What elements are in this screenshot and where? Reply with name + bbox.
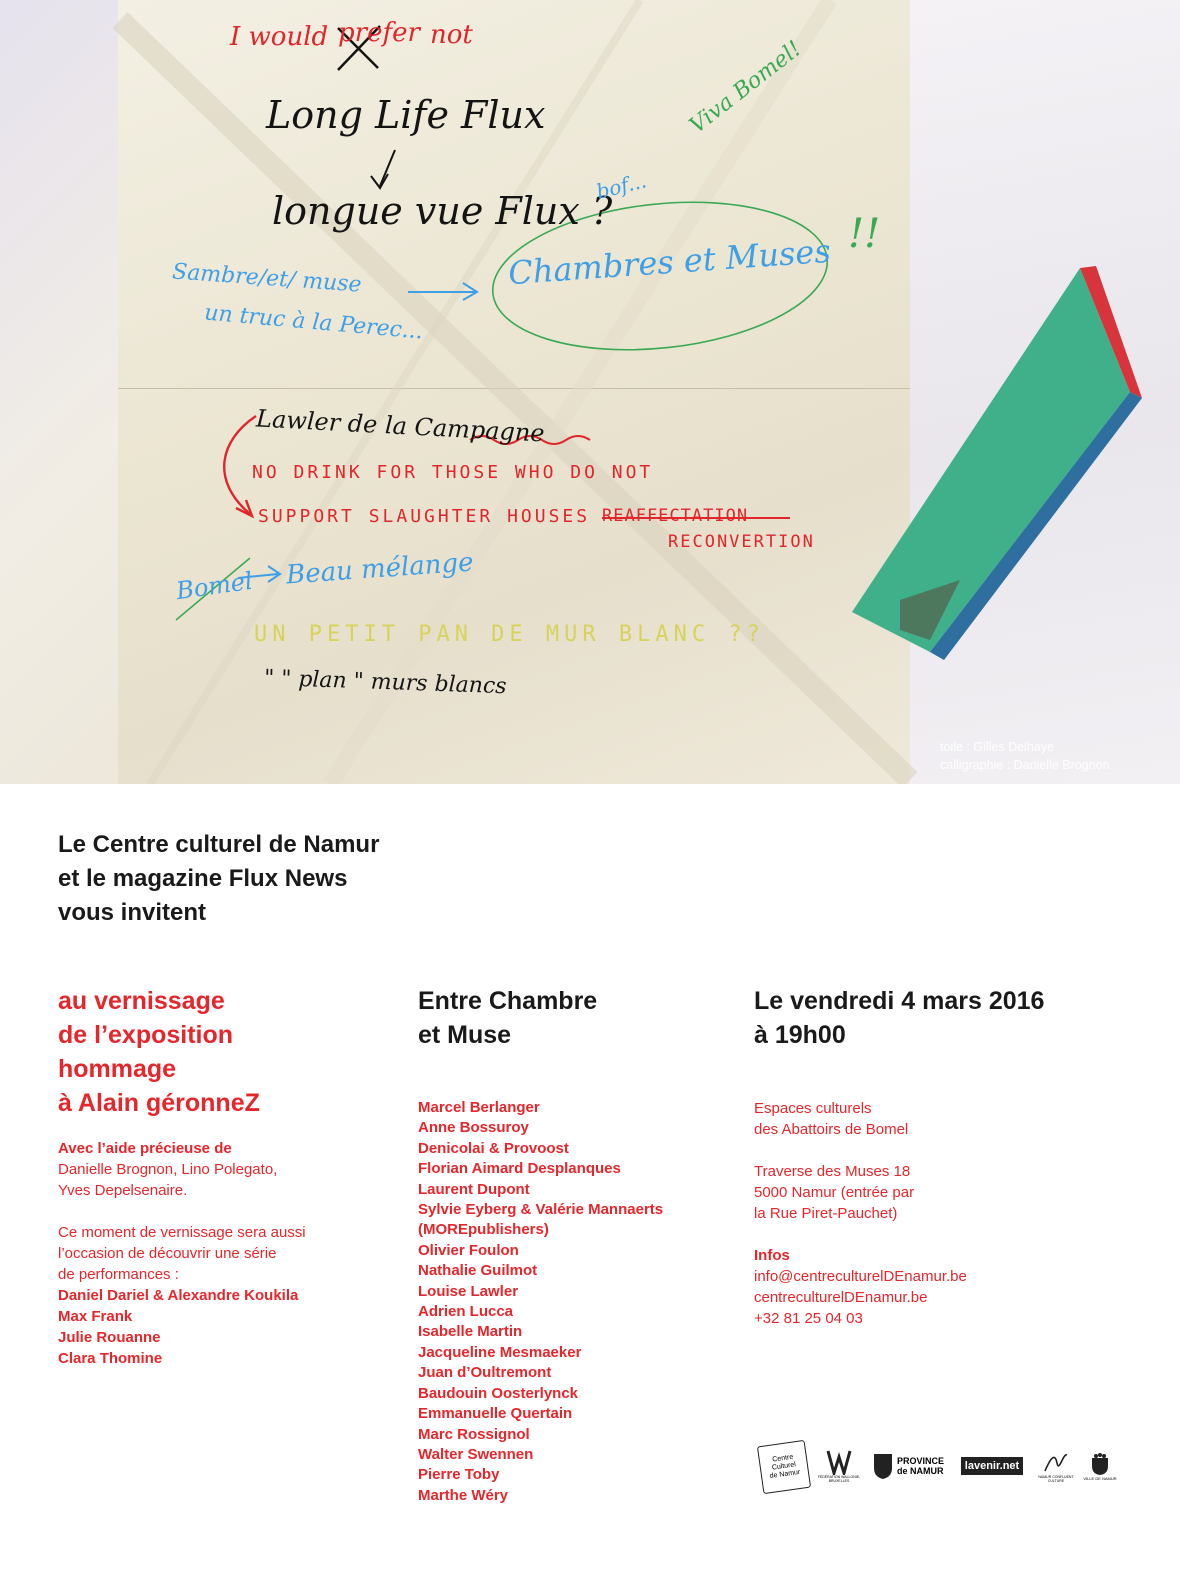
exhibition-title-line: et Muse [418,1021,512,1049]
address-line: 5000 Namur (entrée par [754,1184,915,1201]
event-title-line: de l’exposition [58,1021,234,1049]
artist-name: Jacqueline Mesmaeker [418,1343,582,1361]
host-line: et le magazine Flux News [58,865,348,892]
artist-name: Laurent Dupont [418,1180,530,1198]
credit-calligraphie: calligraphie : Danielle Brognon [940,758,1110,772]
invitation-hosts [58,828,379,930]
logo-ccn-text: de Namur [769,1468,801,1481]
hw-bomel: Bomel [174,566,255,606]
artist-name: Marcel Berlanger [418,1099,540,1116]
logo-ville-text: VILLE DE NAMUR [1083,1475,1117,1481]
province-shield-icon [872,1452,894,1480]
hw-prefer: prefer [338,18,420,48]
exhibition-column [418,984,738,1506]
venue-line: Espaces culturels [754,1100,872,1117]
performance-intro: de performances : [58,1266,179,1283]
hw-murs-blancs: " " plan " murs blancs [263,665,507,700]
exhibition-title [418,984,738,1052]
event-column [58,984,388,1369]
host-line: vous invitent [58,899,207,926]
hw-reaffectation: REAFFECTATION [602,506,749,526]
logo-fwb-text: FÉDÉRATION WALLONIE-BRUXELLES [817,1475,861,1483]
event-date-line: Le vendredi 4 mars 2016 [754,987,1045,1015]
logo-fwb [816,1443,862,1489]
logo-confluent-text: NAMUR CONFLUENT CULTURE [1038,1475,1074,1483]
venue-info [754,1098,1154,1329]
email-link[interactable]: info@centreculturelDEnamur.be [754,1268,967,1285]
event-details [58,1138,388,1369]
hw-perec: un truc à la Perec... [203,300,424,345]
performance-intro: l’occasion de découvrir une série [58,1245,277,1262]
address-line: la Rue Piret-Pauchet) [754,1205,898,1222]
hw-support: SUPPORT SLAUGHTER HOUSES [258,506,591,527]
event-title-line: hommage [58,1055,177,1083]
exhibition-title-line: Entre Chambre [418,987,598,1015]
hw-exclaim: !! [848,211,881,257]
infos-label: Infos [754,1247,790,1264]
performer: Max Frank [58,1308,133,1325]
logo-province [870,1443,946,1489]
artist-name: Marthe Wéry [418,1486,509,1504]
phone-number: +32 81 25 04 03 [754,1310,863,1327]
hw-chambres-et-muses: Chambres et Muses [507,231,832,293]
hw-petit-pan: UN PETIT PAN DE MUR BLANC ?? [254,622,765,647]
hw-reconvertion: RECONVERTION [668,532,815,552]
event-title-line: à Alain géronneZ [58,1089,260,1117]
hw-beau-melange: Beau mélange [285,547,475,591]
artist-name: (MOREpublishers) [418,1221,549,1239]
event-title [58,984,388,1120]
hw-sambre-et-muse: Sambre/et/ muse [171,259,363,298]
hw-not: not [430,20,473,50]
date-column [754,984,1154,1329]
hw-longue-vue: longue vue Flux ? [272,189,613,233]
help-names: Danielle Brognon, Lino Polegato, [58,1161,278,1178]
artist-name: Isabelle Martin [418,1323,523,1341]
artist-name: Nathalie Guilmot [418,1262,538,1280]
artist-name: Baudouin Oosterlynck [418,1384,579,1402]
artist-name: Marc Rossignol [418,1425,530,1443]
artist-name: Denicolai & Provoost [418,1139,569,1157]
sponsor-logos [760,1443,1120,1493]
help-label: Avec l’aide précieuse de [58,1140,232,1157]
logo-ccn-text: Culturel [771,1461,797,1472]
hw-no-drink: NO DRINK FOR THOSE WHO DO NOT [252,462,654,483]
hw-i-would: I would [230,22,329,52]
artist-name: Emmanuelle Quertain [418,1405,573,1423]
artist-name: Louise Lawler [418,1282,519,1300]
performance-intro: Ce moment de vernissage sera aussi [58,1224,306,1241]
logo-province-text: PROVINCE [896,1456,944,1466]
website-link[interactable]: centreculturelDEnamur.be [754,1289,928,1306]
venue-line: des Abattoirs de Bomel [754,1121,909,1138]
cover-photo [0,0,1180,784]
artist-list [418,1098,738,1506]
logo-ccn-text: Centre [771,1453,794,1464]
artist-name: Juan d’Oultremont [418,1364,552,1382]
hw-long-life-flux: Long Life Flux [266,93,546,137]
photo-credit [940,738,1110,774]
artist-name: Florian Aimard Desplanques [418,1160,621,1178]
hw-lawler: Lawler de la Campagne [255,404,546,448]
logo-lavenir-text: lavenir.net [961,1457,1023,1475]
logo-province-text: de NAMUR [896,1466,944,1476]
ville-crest-icon [1089,1452,1111,1476]
fwb-icon [824,1449,854,1475]
artist-name: Olivier Foulon [418,1241,519,1259]
artist-name: Anne Bossuroy [418,1119,529,1137]
event-title-line: au vernissage [58,987,225,1015]
logo-centre-culturel [757,1440,811,1494]
help-names: Yves Depelsenaire. [58,1182,188,1199]
performer: Clara Thomine [58,1350,163,1367]
logo-ville-namur [1082,1443,1118,1489]
artist-name: Adrien Lucca [418,1303,514,1321]
decoration-strokes [0,0,1180,784]
event-date-line: à 19h00 [754,1021,846,1049]
performer: Julie Rouanne [58,1329,161,1346]
address-line: Traverse des Muses 18 [754,1163,911,1180]
artist-name: Sylvie Eyberg & Valérie Mannaerts [418,1201,664,1219]
hw-viva-bomel: Viva Bomel! [685,36,807,139]
logo-confluent [1038,1443,1074,1489]
logo-lavenir [956,1443,1028,1489]
hw-bof: bof... [593,168,649,204]
event-date [754,984,1154,1052]
confluent-signature-icon [1043,1449,1069,1475]
host-line: Le Centre culturel de Namur [58,831,380,858]
artist-name: Pierre Toby [418,1466,500,1484]
performer: Daniel Dariel & Alexandre Koukila [58,1287,299,1304]
artist-name: Walter Swennen [418,1445,534,1463]
credit-toile: toile : Gilles Delhaye [940,740,1054,754]
